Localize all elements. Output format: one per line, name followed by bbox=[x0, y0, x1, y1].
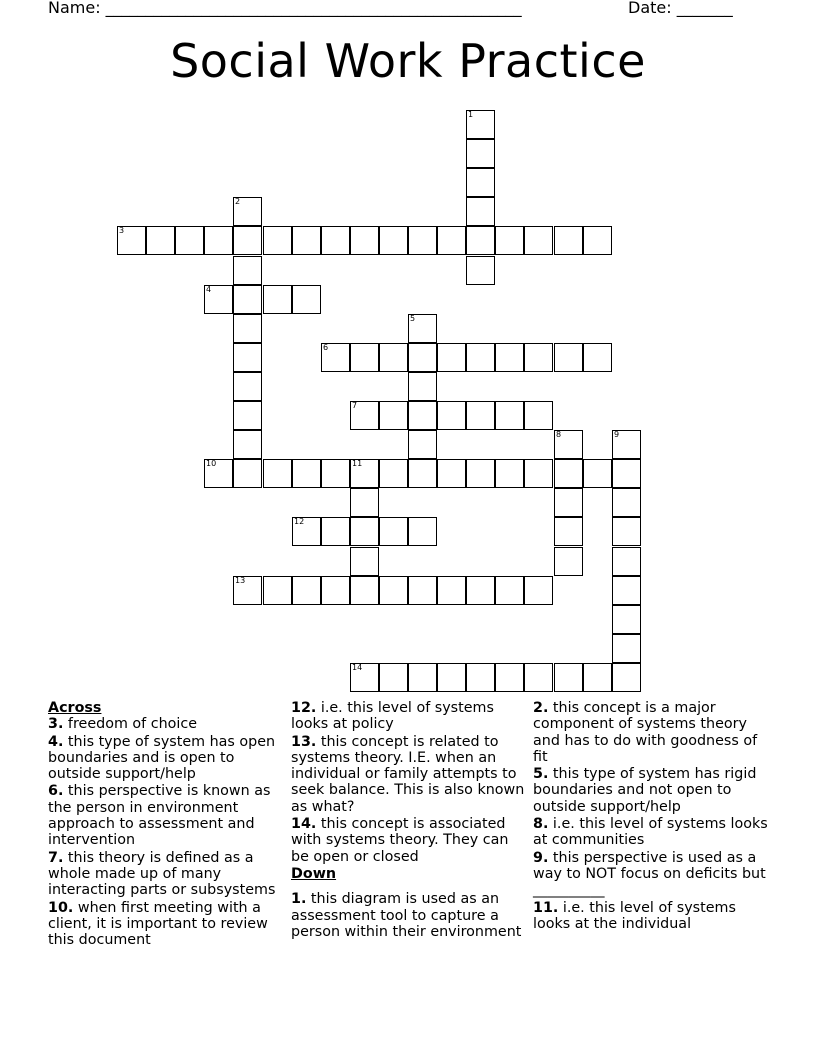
grid-cell[interactable] bbox=[175, 226, 204, 255]
clue-across-3: 3. freedom of choice bbox=[48, 716, 198, 733]
cell-number: 11 bbox=[352, 459, 363, 468]
grid-cell[interactable] bbox=[292, 576, 321, 605]
page-title: Social Work Practice bbox=[170, 34, 646, 88]
grid-cell[interactable] bbox=[321, 226, 350, 255]
grid-cell[interactable] bbox=[146, 226, 175, 255]
clue-across-4: 4. this type of system has open boundaries and is open to outside support/help bbox=[48, 733, 276, 783]
grid-cell[interactable] bbox=[466, 197, 495, 226]
grid-cell[interactable] bbox=[583, 459, 612, 488]
across-heading: Across bbox=[48, 700, 102, 716]
cell-number: 13 bbox=[235, 576, 246, 585]
grid-cell[interactable] bbox=[321, 576, 350, 605]
grid-cell[interactable] bbox=[612, 605, 641, 634]
clue-down-1: 1. this diagram is used as an assessment tool to capture a person within their environment bbox=[291, 891, 522, 940]
grid-cell[interactable] bbox=[466, 343, 495, 372]
grid-cell[interactable] bbox=[524, 459, 553, 488]
grid-cell[interactable] bbox=[524, 226, 553, 255]
grid-cell[interactable] bbox=[408, 517, 437, 546]
grid-cell[interactable] bbox=[204, 226, 233, 255]
grid-cell[interactable] bbox=[233, 430, 262, 459]
grid-cell[interactable] bbox=[292, 285, 321, 314]
grid-cell[interactable] bbox=[437, 663, 466, 692]
down-heading: Down bbox=[291, 865, 337, 882]
grid-cell[interactable] bbox=[408, 430, 437, 459]
grid-cell[interactable] bbox=[350, 226, 379, 255]
grid-cell[interactable] bbox=[612, 576, 641, 605]
grid-cell[interactable] bbox=[554, 430, 583, 459]
grid-cell[interactable] bbox=[554, 547, 583, 576]
grid-cell[interactable] bbox=[263, 285, 292, 314]
grid-cell[interactable] bbox=[437, 401, 466, 430]
grid-cell[interactable] bbox=[233, 401, 262, 430]
grid-cell[interactable] bbox=[233, 285, 262, 314]
grid-cell[interactable] bbox=[408, 576, 437, 605]
name-field[interactable]: Name: ____________________________________________________ bbox=[48, 0, 522, 17]
grid-cell[interactable] bbox=[466, 226, 495, 255]
clue-down-2: 2. this concept is a major component of systems theory and has to do with goodness of fit bbox=[533, 700, 758, 765]
grid-cell[interactable] bbox=[350, 517, 379, 546]
grid-cell[interactable] bbox=[350, 459, 379, 488]
grid-cell[interactable] bbox=[554, 343, 583, 372]
cell-number: 6 bbox=[323, 343, 329, 352]
clue-across-6: 6. this perspective is known as the person in environment approach to assessment and intervention bbox=[48, 783, 271, 849]
grid-cell[interactable] bbox=[292, 459, 321, 488]
grid-cell[interactable] bbox=[233, 314, 262, 343]
grid-cell[interactable] bbox=[408, 226, 437, 255]
grid-cell[interactable] bbox=[117, 226, 146, 255]
grid-cell[interactable] bbox=[466, 576, 495, 605]
grid-cell[interactable] bbox=[204, 459, 233, 488]
cell-number: 9 bbox=[614, 430, 620, 439]
grid-cell[interactable] bbox=[321, 517, 350, 546]
grid-cell[interactable] bbox=[495, 343, 524, 372]
grid-cell[interactable] bbox=[495, 663, 524, 692]
cell-number: 14 bbox=[352, 663, 363, 672]
grid-cell[interactable] bbox=[612, 634, 641, 663]
grid-cell[interactable] bbox=[350, 343, 379, 372]
cell-number: 8 bbox=[556, 430, 562, 439]
grid-cell[interactable] bbox=[466, 256, 495, 285]
grid-cell[interactable] bbox=[350, 547, 379, 576]
cell-number: 10 bbox=[206, 459, 217, 468]
grid-cell[interactable] bbox=[612, 663, 641, 692]
grid-cell[interactable] bbox=[379, 517, 408, 546]
grid-cell[interactable] bbox=[495, 576, 524, 605]
grid-cell[interactable] bbox=[233, 197, 262, 226]
clue-down-11: 11. i.e. this level of systems looks at the individual bbox=[533, 899, 736, 932]
grid-cell[interactable] bbox=[379, 663, 408, 692]
grid-cell[interactable] bbox=[233, 372, 262, 401]
grid-cell[interactable] bbox=[379, 401, 408, 430]
grid-cell[interactable] bbox=[350, 488, 379, 517]
grid-cell[interactable] bbox=[554, 663, 583, 692]
grid-cell[interactable] bbox=[524, 576, 553, 605]
clue-down-9: 9. this perspective is used as a way to NOT focus on deficits but __________ bbox=[533, 849, 766, 899]
grid-cell[interactable] bbox=[233, 226, 262, 255]
grid-cell[interactable] bbox=[524, 343, 553, 372]
cell-number: 2 bbox=[235, 197, 241, 206]
grid-cell[interactable] bbox=[495, 401, 524, 430]
grid-cell[interactable] bbox=[408, 459, 437, 488]
grid-cell[interactable] bbox=[466, 110, 495, 139]
grid-cell[interactable] bbox=[408, 663, 437, 692]
grid-cell[interactable] bbox=[350, 663, 379, 692]
grid-cell[interactable] bbox=[379, 576, 408, 605]
grid-cell[interactable] bbox=[554, 517, 583, 546]
grid-cell[interactable] bbox=[524, 401, 553, 430]
grid-cell[interactable] bbox=[379, 343, 408, 372]
grid-cell[interactable] bbox=[263, 226, 292, 255]
grid-cell[interactable] bbox=[583, 663, 612, 692]
grid-cell[interactable] bbox=[612, 517, 641, 546]
grid-cell[interactable] bbox=[408, 401, 437, 430]
grid-cell[interactable] bbox=[554, 226, 583, 255]
grid-cell[interactable] bbox=[408, 372, 437, 401]
grid-cell[interactable] bbox=[583, 226, 612, 255]
cell-number: 5 bbox=[410, 314, 416, 323]
grid-cell[interactable] bbox=[583, 343, 612, 372]
grid-cell[interactable] bbox=[612, 430, 641, 459]
clue-across-14: 14. this concept is associated with systems theory. They can be open or closed bbox=[291, 816, 509, 865]
grid-cell[interactable] bbox=[612, 547, 641, 576]
grid-cell[interactable] bbox=[437, 226, 466, 255]
grid-cell[interactable] bbox=[292, 517, 321, 546]
clue-across-7: 7. this theory is defined as a whole made up of many interacting parts or subsystems bbox=[48, 849, 276, 899]
grid-cell[interactable] bbox=[466, 168, 495, 197]
grid-cell[interactable] bbox=[263, 576, 292, 605]
grid-cell[interactable] bbox=[466, 459, 495, 488]
grid-cell[interactable] bbox=[292, 226, 321, 255]
grid-cell[interactable] bbox=[321, 459, 350, 488]
grid-cell[interactable] bbox=[408, 314, 437, 343]
grid-cell[interactable] bbox=[233, 256, 262, 285]
grid-cell[interactable] bbox=[437, 343, 466, 372]
grid-cell[interactable] bbox=[350, 401, 379, 430]
clue-across-12: 12. i.e. this level of systems looks at policy bbox=[291, 700, 494, 733]
grid-cell[interactable] bbox=[495, 226, 524, 255]
clue-across-10: 10. when first meeting with a client, it is important to review this document bbox=[48, 899, 268, 949]
grid-cell[interactable] bbox=[612, 459, 641, 488]
date-field[interactable]: Date: _______ bbox=[628, 0, 733, 17]
grid-cell[interactable] bbox=[437, 576, 466, 605]
clue-down-8: 8. i.e. this level of systems looks at communities bbox=[533, 816, 768, 849]
clue-across-13: 13. this concept is related to systems theory. I.E. when an individual or family attempts to seek balance. This is also known as what? bbox=[291, 733, 525, 815]
grid-cell[interactable] bbox=[408, 343, 437, 372]
grid-cell[interactable] bbox=[495, 459, 524, 488]
cell-number: 4 bbox=[206, 285, 212, 294]
grid-cell[interactable] bbox=[466, 401, 495, 430]
clue-down-5: 5. this type of system has rigid boundaries and not open to outside support/help bbox=[533, 766, 757, 815]
grid-cell[interactable] bbox=[524, 663, 553, 692]
cell-number: 7 bbox=[352, 401, 358, 410]
cell-number: 12 bbox=[294, 517, 305, 526]
grid-cell[interactable] bbox=[350, 576, 379, 605]
grid-cell[interactable] bbox=[321, 343, 350, 372]
grid-cell[interactable] bbox=[466, 139, 495, 168]
grid-cell[interactable] bbox=[437, 459, 466, 488]
cell-number: 3 bbox=[119, 226, 125, 235]
grid-cell[interactable] bbox=[466, 663, 495, 692]
grid-cell[interactable] bbox=[233, 343, 262, 372]
grid-cell[interactable] bbox=[554, 488, 583, 517]
clues-column-2 bbox=[291, 700, 529, 941]
clues-column-1 bbox=[48, 700, 284, 949]
grid-cell[interactable] bbox=[204, 285, 233, 314]
grid-cell[interactable] bbox=[233, 576, 262, 605]
clues-column-3 bbox=[533, 700, 773, 933]
cell-number: 1 bbox=[468, 110, 474, 119]
grid-cell[interactable] bbox=[612, 488, 641, 517]
grid-cell[interactable] bbox=[379, 226, 408, 255]
grid-cell[interactable] bbox=[233, 459, 262, 488]
grid-cell[interactable] bbox=[379, 459, 408, 488]
grid-cell[interactable] bbox=[554, 459, 583, 488]
grid-cell[interactable] bbox=[263, 459, 292, 488]
